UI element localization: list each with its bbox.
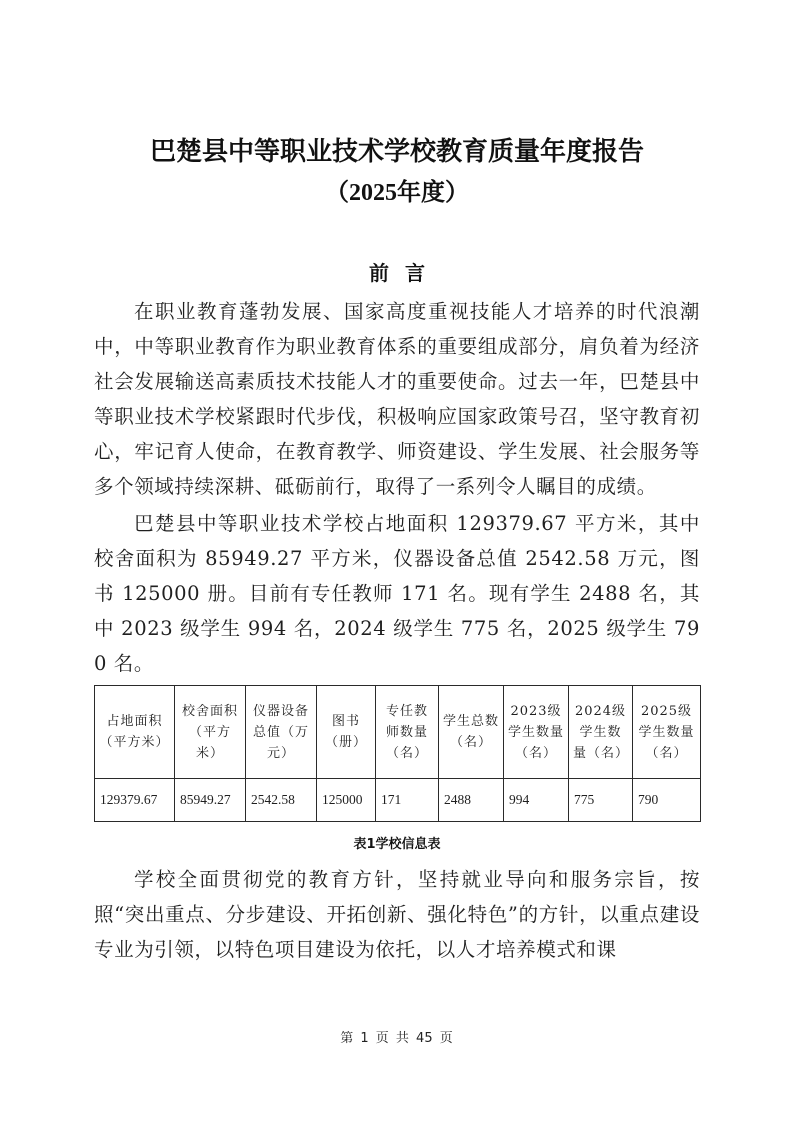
table-caption: 表1学校信息表: [353, 837, 441, 852]
paragraph-school-facts: 巴楚县中等职业技术学校占地面积 129379.67 平方米，其中校舍面积为 85949.27 平方米，仪器设备总值 2542.58 万元，图书 125000 册。目前有专任教师 171 名。现有学生 2488 名，其中 2023 级学生 994 名，2024 级学生 775 名，2025 级学生 790 名。: [94, 512, 700, 675]
table-header-row: [95, 686, 701, 779]
table-cell: 994: [504, 779, 569, 822]
report-title: 巴楚县中等职业技术学校教育质量年度报告: [149, 137, 644, 167]
table-cell: 2488: [439, 779, 504, 822]
table-header-cell: 2023级学生数量（名）: [504, 686, 569, 779]
table-header-cell: 2025级学生数量（名）: [633, 686, 701, 779]
table-cell: 171: [376, 779, 439, 822]
paragraph-intro: 在职业教育蓬勃发展、国家高度重视技能人才培养的时代浪潮中，中等职业教育作为职业教育体系的重要组成部分，肩负着为经济社会发展输送高素质技术技能人才的重要使命。过去一年，巴楚县中等职业技术学校紧跟时代步伐，积极响应国家政策号召，坚守教育初心，牢记育人使命，在教育教学、师资建设、学生发展、社会服务等多个领域持续深耕、砥砺前行，取得了一系列令人瞩目的成绩。: [94, 300, 700, 498]
table-row: [95, 779, 701, 822]
table-header-cell: 2024级学生数量（名）: [569, 686, 633, 779]
table-cell: 85949.27: [175, 779, 246, 822]
table-header-cell: 专任教师数量（名）: [376, 686, 439, 779]
table-header-cell: 仪器设备总值（万元）: [246, 686, 317, 779]
report-subtitle: （2025年度）: [325, 180, 469, 206]
table-cell: 2542.58: [246, 779, 317, 822]
school-info-table: [94, 685, 701, 822]
section-heading: 前言: [369, 261, 441, 285]
table-header-cell: 校舍面积（平方米）: [175, 686, 246, 779]
table-header-cell: 占地面积（平方米）: [95, 686, 175, 779]
table-cell: 125000: [317, 779, 376, 822]
school-info-table-wrapper: [94, 685, 700, 822]
page-number: 第 1 页 共 45 页: [340, 1031, 453, 1046]
table-cell: 775: [569, 779, 633, 822]
paragraph-policy: 学校全面贯彻党的教育方针，坚持就业导向和服务宗旨，按照“突出重点、分步建设、开拓创新、强化特色”的方针，以重点建设专业为引领，以特色项目建设为依托，以人才培养模式和课: [94, 868, 700, 961]
table-cell: 790: [633, 779, 701, 822]
table-cell: 129379.67: [95, 779, 175, 822]
table-header-cell: 图书（册）: [317, 686, 376, 779]
table-header-cell: 学生总数（名）: [439, 686, 504, 779]
